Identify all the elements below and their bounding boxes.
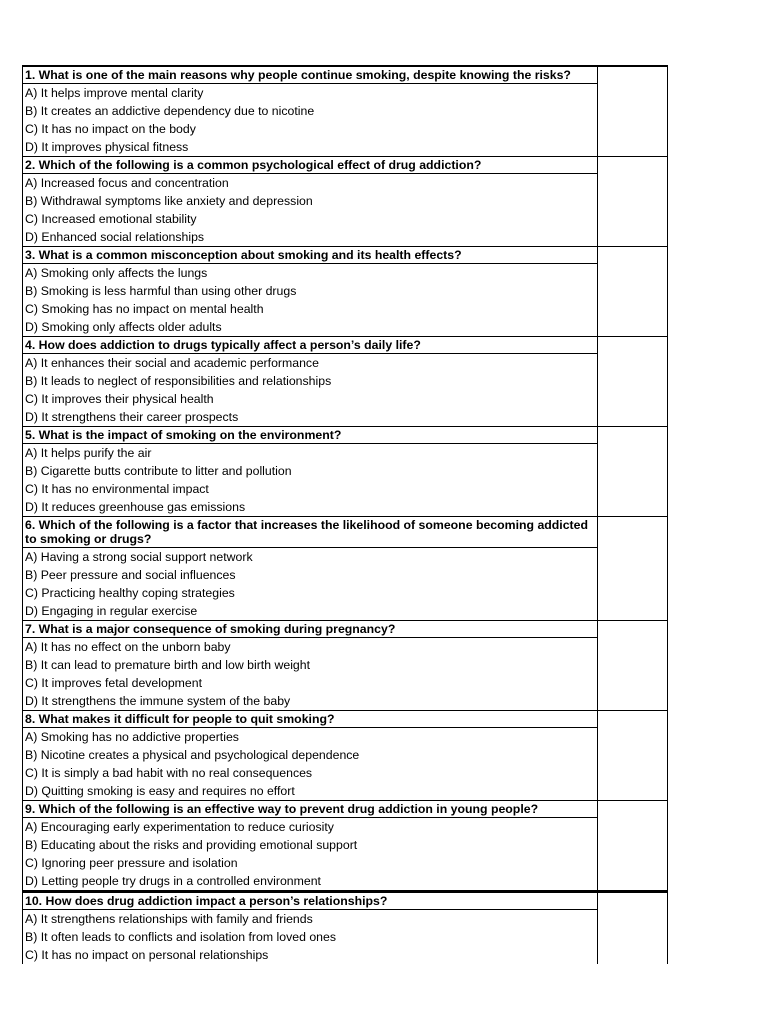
question-title: 10. How does drug addiction impact a person’s relationships? xyxy=(23,893,597,910)
option-c: C) Increased emotional stability xyxy=(25,212,197,226)
question-main xyxy=(23,893,598,964)
answer-cell[interactable] xyxy=(598,67,667,156)
option-d: D) Letting people try drugs in a controlled environment xyxy=(25,874,321,888)
question-main xyxy=(23,517,598,620)
question-title: 9. Which of the following is an effective way to prevent drug addiction in young people? xyxy=(23,801,597,818)
answer-cell[interactable] xyxy=(598,247,667,336)
answer-cell[interactable] xyxy=(598,157,667,246)
quiz-sheet xyxy=(22,65,668,964)
option-a: A) It helps purify the air xyxy=(25,446,152,460)
option-c: C) It has no impact on personal relationships xyxy=(25,948,269,962)
answer-cell[interactable] xyxy=(598,337,667,426)
option-c: C) It has no impact on the body xyxy=(25,122,196,136)
question-title: 5. What is the impact of smoking on the environment? xyxy=(23,427,597,444)
option-d: D) It strengthens their career prospects xyxy=(25,410,239,424)
option-a: A) Smoking has no addictive properties xyxy=(25,730,239,744)
question-block-6 xyxy=(22,517,668,621)
question-title: 8. What makes it difficult for people to quit smoking? xyxy=(23,711,597,728)
question-main xyxy=(23,427,598,516)
option-d: D) Smoking only affects older adults xyxy=(25,320,222,334)
answer-cell[interactable] xyxy=(598,621,667,710)
option-b: B) It often leads to conflicts and isolation from loved ones xyxy=(25,930,337,944)
question-block-10 xyxy=(22,891,668,964)
option-b: B) Nicotine creates a physical and psychological dependence xyxy=(25,748,360,762)
option-b: B) Smoking is less harmful than using other drugs xyxy=(25,284,297,298)
option-a: A) It has no effect on the unborn baby xyxy=(25,640,231,654)
question-block-4 xyxy=(22,337,668,427)
option-c: C) It has no environmental impact xyxy=(25,482,209,496)
option-c: C) It improves their physical health xyxy=(25,392,214,406)
option-a: A) Increased focus and concentration xyxy=(25,176,229,190)
option-a: A) It helps improve mental clarity xyxy=(25,86,204,100)
question-block-2 xyxy=(22,157,668,247)
question-main xyxy=(23,247,598,336)
option-b: B) It leads to neglect of responsibilities and relationships xyxy=(25,374,332,388)
option-b: B) Peer pressure and social influences xyxy=(25,568,236,582)
question-title: 7. What is a major consequence of smoking during pregnancy? xyxy=(23,621,597,638)
answer-cell[interactable] xyxy=(598,801,667,890)
question-title: 2. Which of the following is a common psychological effect of drug addiction? xyxy=(23,157,597,174)
question-block-1 xyxy=(22,65,668,157)
option-b: B) Educating about the risks and providing emotional support xyxy=(25,838,358,852)
option-b: B) It can lead to premature birth and low birth weight xyxy=(25,658,311,672)
question-main xyxy=(23,711,598,800)
option-a: A) It strengthens relationships with family and friends xyxy=(25,912,313,926)
option-d: D) It strengthens the immune system of the baby xyxy=(25,694,291,708)
option-a: A) Smoking only affects the lungs xyxy=(25,266,208,280)
option-c: C) Practicing healthy coping strategies xyxy=(25,586,235,600)
question-title: 4. How does addiction to drugs typically affect a person’s daily life? xyxy=(23,337,597,354)
question-main xyxy=(23,337,598,426)
option-d: D) It improves physical fitness xyxy=(25,140,189,154)
question-block-7 xyxy=(22,621,668,711)
option-c: C) Ignoring peer pressure and isolation xyxy=(25,856,238,870)
option-b: B) Withdrawal symptoms like anxiety and depression xyxy=(25,194,313,208)
option-a: A) Encouraging early experimentation to reduce curiosity xyxy=(25,820,334,834)
option-b: B) It creates an addictive dependency due to nicotine xyxy=(25,104,315,118)
question-block-8 xyxy=(22,711,668,801)
question-main xyxy=(23,157,598,246)
option-c: C) It is simply a bad habit with no real consequences xyxy=(25,766,313,780)
question-main xyxy=(23,67,598,156)
question-title: 1. What is one of the main reasons why people continue smoking, despite knowing the risks? xyxy=(23,67,597,84)
option-d: D) Engaging in regular exercise xyxy=(25,604,198,618)
answer-cell[interactable] xyxy=(598,517,667,620)
question-block-9 xyxy=(22,801,668,891)
option-d: D) Enhanced social relationships xyxy=(25,230,205,244)
question-title: 6. Which of the following is a factor that increases the likelihood of someone becoming addicted to smoking or drugs? xyxy=(23,517,597,548)
answer-cell[interactable] xyxy=(598,427,667,516)
option-d: D) Quitting smoking is easy and requires no effort xyxy=(25,784,295,798)
option-a: A) Having a strong social support network xyxy=(25,550,253,564)
question-block-5 xyxy=(22,427,668,517)
question-block-3 xyxy=(22,247,668,337)
answer-cell[interactable] xyxy=(598,893,667,964)
option-a: A) It enhances their social and academic performance xyxy=(25,356,319,370)
answer-cell[interactable] xyxy=(598,711,667,800)
option-b: B) Cigarette butts contribute to litter and pollution xyxy=(25,464,292,478)
question-title: 3. What is a common misconception about smoking and its health effects? xyxy=(23,247,597,264)
option-c: C) It improves fetal development xyxy=(25,676,203,690)
option-c: C) Smoking has no impact on mental health xyxy=(25,302,264,316)
question-main xyxy=(23,801,598,890)
option-d: D) It reduces greenhouse gas emissions xyxy=(25,500,246,514)
question-main xyxy=(23,621,598,710)
